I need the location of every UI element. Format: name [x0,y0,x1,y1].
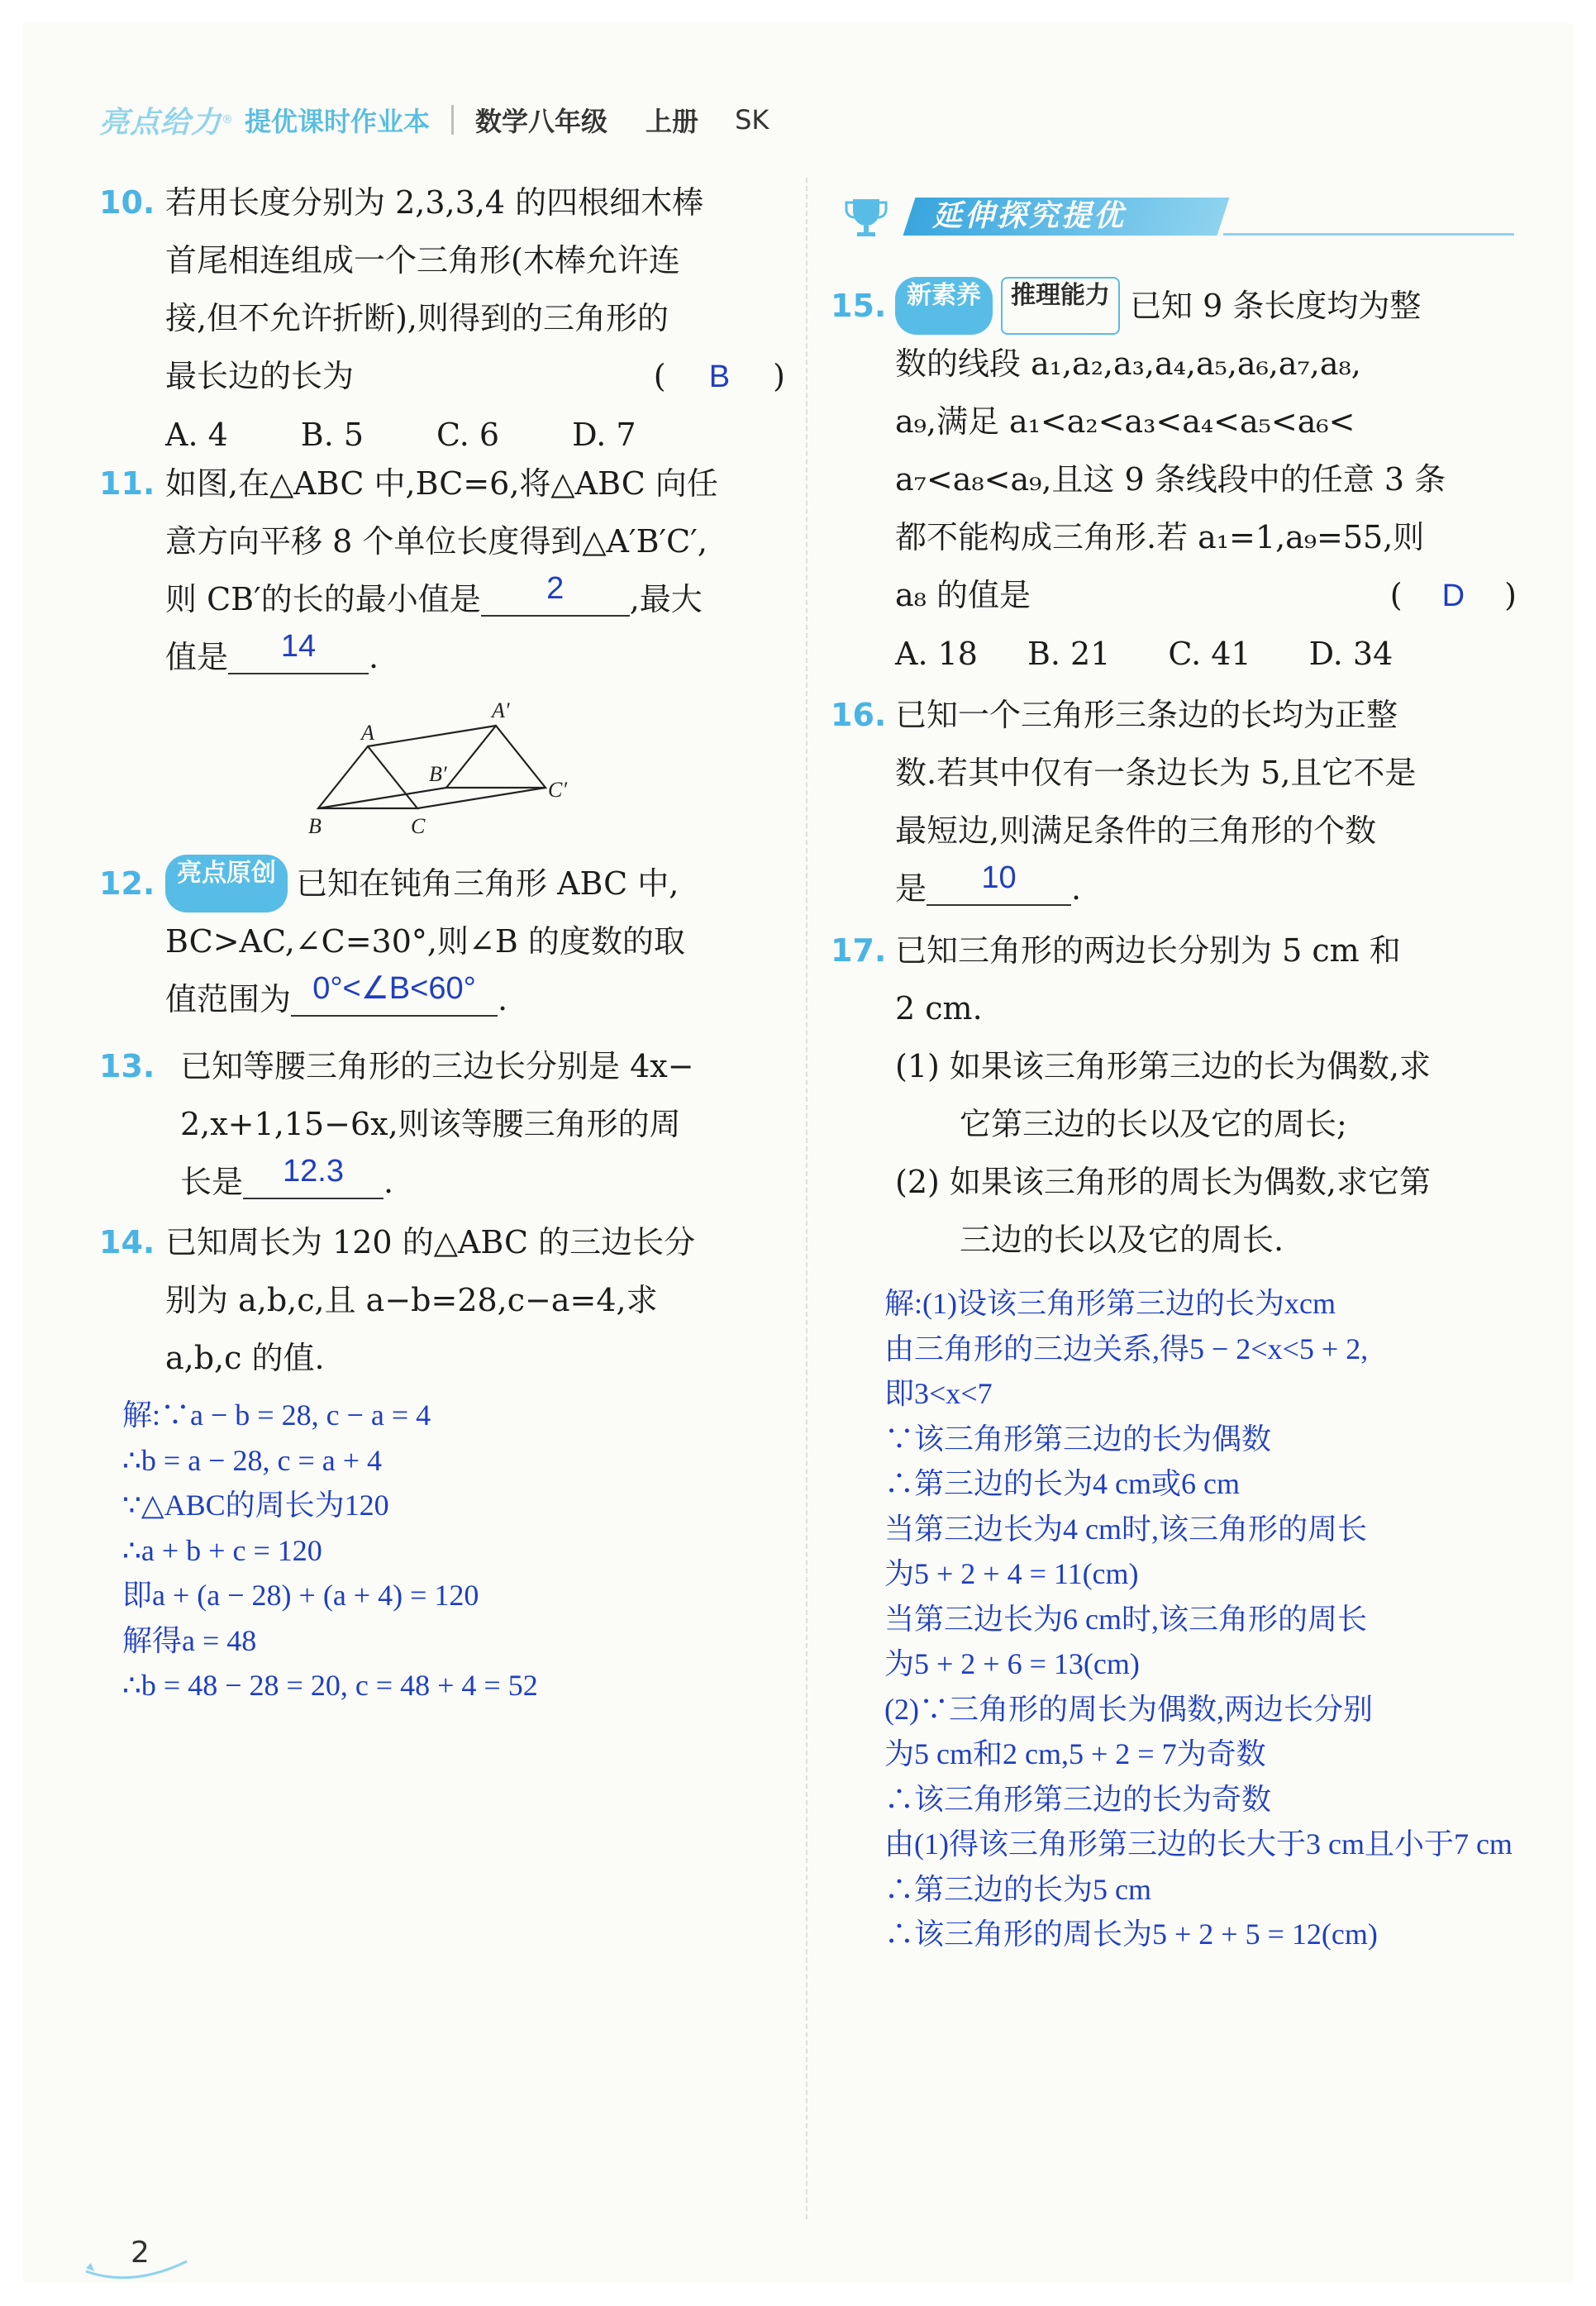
answer-choice: B [708,360,731,394]
answer-blank [291,970,498,1017]
question-text: 意方向平移 8 个单位长度得到△A′B′C′, [165,523,707,560]
question-14 [99,1213,785,1395]
question-text-line [895,277,1517,335]
question-text: 若用长度分别为 2,3,3,4 的四根细木棒 [165,184,704,221]
question-text: ,最大 [629,581,703,617]
label-c-prime: C′ [548,778,568,802]
question-number: 14. [99,1224,155,1260]
solution-line: ∴该三角形第三边的长为奇数 [884,1782,1272,1816]
series-title: 提优课时作业本 [245,106,431,137]
question-text-line [895,566,1517,625]
question-15 [831,277,1517,707]
page-header [99,95,769,145]
solution-line: ∴该三角形的周长为5 + 2 + 5 = 12(cm) [884,1918,1378,1951]
solution-17 [884,1281,1513,1957]
question-13 [99,1037,785,1219]
solution-line: ∴b = 48 − 28 = 20, c = 48 + 4 = 52 [122,1669,538,1702]
original-badge: 亮点原创 [165,855,288,912]
question-text: 2,x+1,15−6x,则该等腰三角形的周 [180,1106,681,1142]
question-number: 10. [99,184,155,221]
solution-line: ∴第三边的长为5 cm [884,1872,1151,1906]
question-text: 则 CB′的长的最小值是 [165,581,481,617]
question-number: 13. [99,1048,155,1084]
question-text: 数的线段 a₁,a₂,a₃,a₄,a₅,a₆,a₇,a₈, [895,345,1361,382]
answer-bracket [654,347,785,406]
answer-blank [228,628,369,674]
new-literacy-badge: 新素养 [895,277,993,335]
question-text: 已知在钝角三角形 ABC 中, [296,865,679,902]
solution-line: 解:∵a − b = 28, c − a = 4 [122,1398,431,1432]
answer-value: 2 [546,571,565,606]
solution-line: ∴a + b + c = 120 [122,1533,322,1567]
question-number: 11. [99,465,155,502]
question-text: a₉,满足 a₁<a₂<a₃<a₄<a₅<a₆< [895,403,1355,440]
question-text: BC>AC,∠C=30°,则∠B 的度数的取 [165,923,685,960]
question-text: 如图,在△ABC 中,BC=6,将△ABC 向任 [165,465,718,502]
option-c: C. 6 [436,417,500,453]
option-b: B. 5 [300,417,364,453]
question-text: 已知一个三角形三条边的长均为正整 [895,697,1398,733]
question-text: . [384,1164,394,1200]
answer-value: 14 [280,629,317,664]
question-12 [99,855,785,1036]
brand-logo: 亮点给力 [99,105,222,140]
question-text-line [165,855,793,912]
volume-label: 上册 [646,106,699,137]
subject-grade: 数学八年级 [475,106,608,137]
registered-mark: ® [222,113,234,126]
edition-label: SK [735,104,769,136]
question-text-line [165,970,793,1028]
question-10 [99,174,785,453]
option-d: D. 34 [1308,636,1394,672]
triangle-a1b1c1 [446,726,545,788]
question-number: 15. [831,288,887,324]
answer-value: 0°<∠B<60° [312,971,476,1006]
question-text: 数.若其中仅有一条边长为 5,且它不是 [895,755,1417,791]
segment-cc1 [417,788,545,808]
sub-question-1: (1) 如果该三角形第三边的长为偶数,求 [895,1048,1431,1084]
reasoning-badge: 推理能力 [1001,277,1120,335]
sub-question-2-cont: 三边的长以及它的周长. [960,1222,1284,1258]
answer-bracket [1390,566,1517,625]
solution-line: 为5 + 2 + 6 = 13(cm) [884,1647,1140,1680]
solution-line: ∴b = a − 28, c = a + 4 [122,1443,383,1477]
solution-line: 当第三边长为6 cm时,该三角形的周长 [884,1602,1367,1636]
question-text: 最长边的长为 [165,358,355,394]
question-text-line [180,1153,792,1211]
question-text: 最短边,则满足条件的三角形的个数 [895,812,1377,849]
question-16 [831,686,1517,926]
trophy-icon [841,193,891,242]
question-text: 已知等腰三角形的三边长分别是 4x− [180,1048,694,1084]
solution-line: ∵△ABC的周长为120 [122,1489,389,1522]
question-text: 都不能构成三角形.若 a₁=1,a₉=55,则 [895,519,1425,555]
translation-figure [302,693,583,841]
column-divider [806,178,808,2219]
answer-value: 12.3 [283,1154,344,1189]
question-text-line [165,347,785,406]
segment-aa1 [368,726,496,746]
answer-blank [481,570,630,617]
question-text: 长是 [180,1164,244,1200]
question-text: 首尾相连组成一个三角形(木棒允许连 [165,242,680,279]
section-underline [1223,233,1514,236]
label-a-prime: A′ [492,698,510,722]
question-text-line [165,628,785,686]
question-text-line [165,570,785,628]
answer-value: 10 [981,860,1017,895]
answer-blank [927,860,1071,906]
label-b: B [308,814,322,838]
question-text: 是 [895,870,927,907]
paren-open: ( [1389,577,1403,613]
label-a: A [361,721,374,745]
solution-line: 解得a = 48 [122,1623,257,1657]
question-text: . [1071,870,1082,907]
option-d: D. 7 [572,417,636,453]
solution-line: 当第三边长为4 cm时,该三角形的周长 [884,1512,1367,1546]
header-separator [451,105,454,135]
option-c: C. 41 [1168,636,1251,672]
paren-open: ( [653,358,666,394]
question-text-line [895,860,1517,917]
sub-question-1-cont: 它第三边的长以及它的周长; [960,1106,1347,1142]
option-a: A. 18 [895,636,978,672]
option-b: B. 21 [1027,636,1111,672]
segment-bb1 [318,788,446,808]
solution-14 [122,1393,538,1708]
solution-line: ∴第三边的长为4 cm或6 cm [884,1467,1240,1500]
label-c: C [411,814,426,838]
question-text: 已知三角形的两边长分别为 5 cm 和 [895,932,1401,969]
question-number: 16. [831,697,887,733]
section-heading [835,186,1514,248]
answer-blank [243,1153,384,1199]
question-text: 已知周长为 120 的△ABC 的三边长分 [165,1224,696,1260]
option-a: A. 4 [165,417,228,453]
question-text: 值是 [165,639,229,675]
page-number: 2 [131,2236,150,2270]
question-text: . [498,981,508,1017]
question-text: 值范围为 [165,981,292,1017]
solution-line: 即a + (a − 28) + (a + 4) = 120 [122,1579,479,1612]
solution-line: 解:(1)设该三角形第三边的长为xcm [884,1287,1336,1320]
question-number: 12. [99,865,155,902]
answer-choice: D [1441,579,1465,613]
paren-close: ) [773,358,785,394]
solution-line: (2)∵三角形的周长为偶数,两边长分别 [884,1692,1373,1726]
solution-line: ∵该三角形第三边的长为偶数 [884,1422,1272,1456]
solution-line: 由(1)得该三角形第三边的长大于3 cm且小于7 cm [884,1827,1513,1861]
label-b-prime: B′ [429,762,447,786]
question-text: a₈ 的值是 [895,577,1031,613]
solution-line: 由三角形的三边关系,得5 − 2<x<5 + 2, [884,1332,1369,1365]
question-text: a₇<a₈<a₉,且这 9 条线段中的任意 3 条 [895,461,1446,498]
triangle-abc [318,746,417,808]
question-text: 2 cm. [895,990,983,1027]
question-17 [831,922,1517,1277]
question-number: 17. [831,932,887,969]
question-text: 别为 a,b,c,且 a−b=28,c−a=4,求 [165,1282,658,1318]
question-text: 接,但不允许折断),则得到的三角形的 [165,300,669,336]
options-row [895,625,1517,683]
question-text: . [369,639,379,675]
paren-close: ) [1504,577,1517,613]
solution-line: 为5 cm和2 cm,5 + 2 = 7为奇数 [884,1737,1266,1770]
sub-question-2: (2) 如果该三角形的周长为偶数,求它第 [895,1164,1431,1200]
question-text: 已知 9 条长度均为整 [1130,288,1422,324]
section-title: 延伸探究提优 [932,199,1127,233]
solution-line: 即3<x<7 [884,1377,993,1410]
question-text: a,b,c 的值. [165,1340,325,1376]
solution-line: 为5 + 2 + 4 = 11(cm) [884,1557,1139,1590]
